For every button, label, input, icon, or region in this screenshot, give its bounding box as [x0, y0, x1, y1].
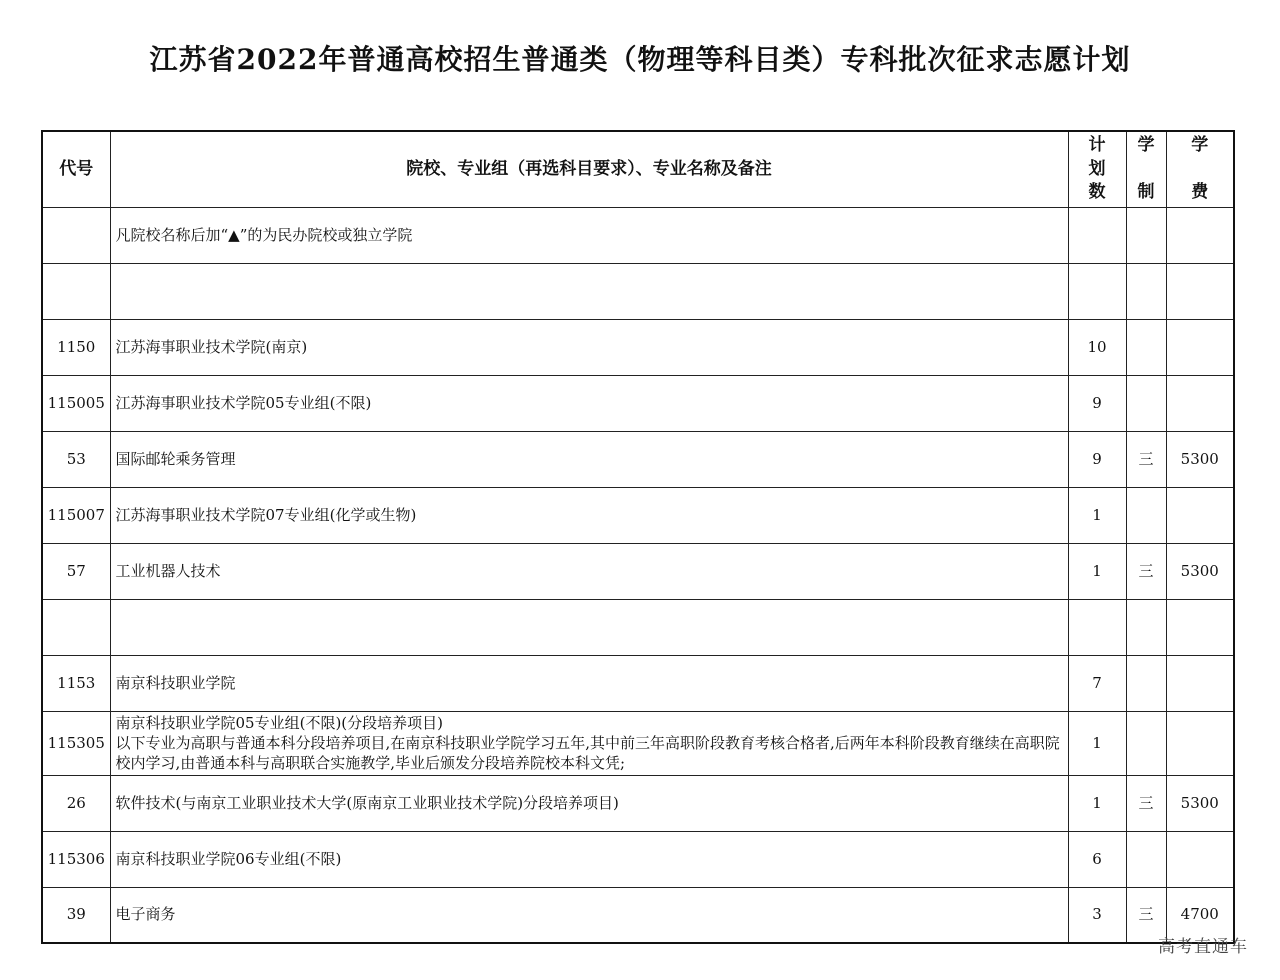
row-plan: 1 [1068, 711, 1126, 775]
row-name: 江苏海事职业技术学院07专业组(化学或生物) [110, 487, 1068, 543]
table-row [42, 655, 1234, 711]
row-duration [1126, 831, 1166, 887]
row-code: 57 [42, 543, 110, 599]
row-name: 工业机器人技术 [110, 543, 1068, 599]
table-row [42, 263, 1234, 319]
row-code [42, 207, 110, 263]
row-code [42, 599, 110, 655]
row-plan [1068, 263, 1126, 319]
table-row [42, 207, 1234, 263]
watermark: 高考直通车 [1158, 937, 1248, 957]
row-duration [1126, 375, 1166, 431]
row-duration: 三 [1126, 543, 1166, 599]
row-plan: 1 [1068, 543, 1126, 599]
row-plan [1068, 599, 1126, 655]
row-name: 凡院校名称后加“▲”的为民办院校或独立学院 [110, 207, 1068, 263]
header-name: 院校、专业组（再选科目要求）、专业名称及备注 [110, 131, 1068, 207]
row-fee [1166, 655, 1234, 711]
row-code: 39 [42, 887, 110, 943]
table-row [42, 487, 1234, 543]
enrollment-plan-table [41, 130, 1235, 944]
row-name [110, 263, 1068, 319]
row-fee: 4700 [1166, 887, 1234, 943]
row-plan: 9 [1068, 431, 1126, 487]
table-row [42, 831, 1234, 887]
table-row [42, 543, 1234, 599]
row-fee [1166, 599, 1234, 655]
row-code: 115005 [42, 375, 110, 431]
header-fee: 学 费 [1166, 131, 1234, 207]
table-row [42, 319, 1234, 375]
row-code: 53 [42, 431, 110, 487]
row-name: 江苏海事职业技术学院(南京) [110, 319, 1068, 375]
row-duration [1126, 207, 1166, 263]
row-plan: 9 [1068, 375, 1126, 431]
row-duration [1126, 711, 1166, 775]
row-code [42, 263, 110, 319]
row-code: 115305 [42, 711, 110, 775]
header-code: 代号 [42, 131, 110, 207]
row-name: 南京科技职业学院05专业组(不限)(分段培养项目) [115, 714, 443, 732]
row-fee [1166, 711, 1234, 775]
row-duration [1126, 655, 1166, 711]
table-row [42, 887, 1234, 943]
row-name: 江苏海事职业技术学院05专业组(不限) [110, 375, 1068, 431]
row-fee [1166, 375, 1234, 431]
row-name: 软件技术(与南京工业职业技术大学(原南京工业职业技术学院)分段培养项目) [110, 775, 1068, 831]
row-name-with-note [110, 711, 1068, 775]
row-name: 南京科技职业学院06专业组(不限) [110, 831, 1068, 887]
row-duration: 三 [1126, 775, 1166, 831]
row-fee [1166, 263, 1234, 319]
row-note: 以下专业为高职与普通本科分段培养项目,在南京科技职业学院学习五年,其中前三年高职阶段教育考核合格者,后两年本科阶段教育继续在高职院校内学习,由普通本科与高职联合实施教学,毕业后颁发分段培养院校本科文凭; [115, 734, 1060, 772]
table-row [42, 599, 1234, 655]
table-row [42, 775, 1234, 831]
row-fee: 5300 [1166, 431, 1234, 487]
row-plan: 10 [1068, 319, 1126, 375]
page-title: 江苏省2022年普通高校招生普通类（物理等科目类）专科批次征求志愿计划 [149, 43, 1131, 76]
row-fee [1166, 831, 1234, 887]
row-plan [1068, 207, 1126, 263]
row-fee: 5300 [1166, 543, 1234, 599]
row-duration: 三 [1126, 887, 1166, 943]
table-header-row [42, 131, 1234, 207]
table-row [42, 711, 1234, 775]
row-plan: 6 [1068, 831, 1126, 887]
row-code: 26 [42, 775, 110, 831]
header-duration: 学 制 [1126, 131, 1166, 207]
row-plan: 1 [1068, 487, 1126, 543]
table-row [42, 431, 1234, 487]
row-duration [1126, 263, 1166, 319]
row-plan: 1 [1068, 775, 1126, 831]
row-duration [1126, 487, 1166, 543]
row-plan: 7 [1068, 655, 1126, 711]
row-code: 1150 [42, 319, 110, 375]
row-fee [1166, 207, 1234, 263]
row-duration [1126, 599, 1166, 655]
row-fee [1166, 487, 1234, 543]
row-fee: 5300 [1166, 775, 1234, 831]
row-code: 1153 [42, 655, 110, 711]
row-duration [1126, 319, 1166, 375]
row-code: 115007 [42, 487, 110, 543]
row-name: 电子商务 [110, 887, 1068, 943]
row-fee [1166, 319, 1234, 375]
row-name: 国际邮轮乘务管理 [110, 431, 1068, 487]
row-name: 南京科技职业学院 [110, 655, 1068, 711]
table-row [42, 375, 1234, 431]
row-duration: 三 [1126, 431, 1166, 487]
row-name [110, 599, 1068, 655]
row-plan: 3 [1068, 887, 1126, 943]
header-plan: 计 划 数 [1068, 131, 1126, 207]
row-code: 115306 [42, 831, 110, 887]
